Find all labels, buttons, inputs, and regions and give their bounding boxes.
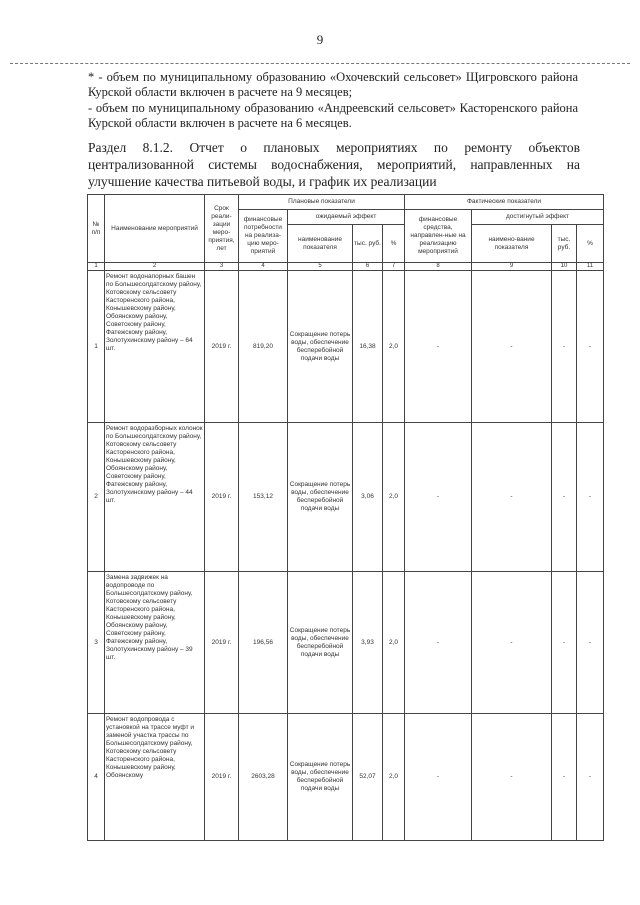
row-fact-fin: - <box>405 714 472 841</box>
column-number: 5 <box>288 263 353 271</box>
header-num: № п/п <box>88 195 105 263</box>
section-title: Раздел 8.1.2. Отчет о плановых мероприятиях по ремонту объектов централизованной системы водоснабжения, мероприятий, направленных на улучшение качества питьевой воды, и график их реализации <box>88 140 580 189</box>
row-fact-pct: - <box>577 572 604 714</box>
row-num: 4 <box>88 714 105 841</box>
header-plan-pct: % <box>383 225 405 263</box>
header-fact-group: Фактические показатели <box>405 195 604 210</box>
row-name: Ремонт водопровода с установкой на трассе муфт и заменой участка трассы по Большесолдатскому району, Котовскому сельсовету Касторенского района, Конышевскому району, Обоянскому <box>105 714 205 841</box>
row-fact-thous: - <box>552 423 577 572</box>
column-number: 1 <box>88 263 105 271</box>
table-row <box>88 423 604 572</box>
footnote-okhochevsky: * - объем по муниципальному образованию «Охочевский сельсовет» Щигровского района Курской области включен в расчете на 9 месяцев; <box>88 70 578 99</box>
header-plan-thous: тыс. руб. <box>353 225 383 263</box>
row-fact-fin: - <box>405 271 472 423</box>
row-name: Ремонт водонапорных башен по Большесолдатскому району, Котовскому сельсовету Касторенского района, Конышевскому району, Обоянскому району, Советскому району, Фатежскому району, Золотухинскому району – 64 шт. <box>105 271 205 423</box>
row-plan-pct: 2,0 <box>383 423 405 572</box>
column-number: 11 <box>577 263 604 271</box>
row-fact-pct: - <box>577 714 604 841</box>
row-plan-fin: 153,12 <box>239 423 288 572</box>
column-number: 7 <box>383 263 405 271</box>
footnote-andreevsky: - объем по муниципальному образованию «Андреевский сельсовет» Касторенского района Курской области включен в расчете на 6 месяцев. <box>88 101 578 130</box>
row-plan-indicator: Сокращение потерь воды, обеспечение бесперебойной подачи воды <box>288 271 353 423</box>
column-number: 8 <box>405 263 472 271</box>
row-fact-thous: - <box>552 572 577 714</box>
row-fact-thous: - <box>552 714 577 841</box>
column-number: 4 <box>239 263 288 271</box>
row-num: 1 <box>88 271 105 423</box>
row-fact-indicator: - <box>472 572 552 714</box>
repair-plan-table <box>87 194 604 841</box>
row-plan-indicator: Сокращение потерь воды, обеспечение бесперебойной подачи воды <box>288 423 353 572</box>
header-fact-indicator: наимено-вание показателя <box>472 225 552 263</box>
header-divider <box>10 63 630 64</box>
row-plan-pct: 2,0 <box>383 271 405 423</box>
header-name: Наименование мероприятий <box>105 195 205 263</box>
table-row <box>88 714 604 841</box>
row-plan-fin: 819,20 <box>239 271 288 423</box>
row-term: 2019 г. <box>205 271 239 423</box>
row-fact-indicator: - <box>472 423 552 572</box>
row-term: 2019 г. <box>205 423 239 572</box>
column-number: 2 <box>105 263 205 271</box>
row-plan-indicator: Сокращение потерь воды, обеспечение бесперебойной подачи воды <box>288 714 353 841</box>
row-fact-pct: - <box>577 271 604 423</box>
row-num: 3 <box>88 572 105 714</box>
table-row <box>88 271 604 423</box>
row-fact-thous: - <box>552 271 577 423</box>
row-plan-thous: 3,93 <box>353 572 383 714</box>
row-plan-pct: 2,0 <box>383 714 405 841</box>
header-fact-pct: % <box>577 225 604 263</box>
row-name: Ремонт водоразборных колонок по Большесолдатскому району, Котовскому сельсовету Касторенского района, Конышевскому району, Обоянскому району, Советскому району, Фатежскому району, Золотухинскому району – 44 шт. <box>105 423 205 572</box>
row-fact-fin: - <box>405 423 472 572</box>
header-fact-thous: тыс. руб. <box>552 225 577 263</box>
page-number: 9 <box>316 32 324 47</box>
header-plan-indicator: наименование показателя <box>288 225 353 263</box>
column-number: 10 <box>552 263 577 271</box>
row-fact-pct: - <box>577 423 604 572</box>
header-fact-effect: достигнутый эффект <box>472 210 604 225</box>
row-name: Замена задвижек на водопроводе по Большесолдатскому району, Котовскому сельсовету Касторенского района, Конышевскому району, Обоянскому району, Советскому району, Фатежскому району, Золотухинскому району – 39 шт. <box>105 572 205 714</box>
row-plan-fin: 2603,28 <box>239 714 288 841</box>
row-plan-thous: 3,06 <box>353 423 383 572</box>
table-row <box>88 572 604 714</box>
row-fact-fin: - <box>405 572 472 714</box>
row-fact-indicator: - <box>472 271 552 423</box>
header-fact-fin: финансовые средства, направлен-ные на реализацию мероприятий <box>405 210 472 263</box>
header-plan-effect: ожидаемый эффект <box>288 210 405 225</box>
header-plan-group: Плановые показатели <box>239 195 405 210</box>
row-plan-pct: 2,0 <box>383 572 405 714</box>
row-fact-indicator: - <box>472 714 552 841</box>
row-plan-indicator: Сокращение потерь воды, обеспечение бесперебойной подачи воды <box>288 572 353 714</box>
header-plan-fin: финансовые потребности на реализа-цию меро-приятий <box>239 210 288 263</box>
row-plan-thous: 16,38 <box>353 271 383 423</box>
column-number: 3 <box>205 263 239 271</box>
header-term: Срок реали-зации меро-приятия, лет <box>205 195 239 263</box>
row-term: 2019 г. <box>205 572 239 714</box>
row-plan-thous: 52,07 <box>353 714 383 841</box>
column-number: 6 <box>353 263 383 271</box>
row-term: 2019 г. <box>205 714 239 841</box>
row-plan-fin: 196,56 <box>239 572 288 714</box>
column-number: 9 <box>472 263 552 271</box>
row-num: 2 <box>88 423 105 572</box>
